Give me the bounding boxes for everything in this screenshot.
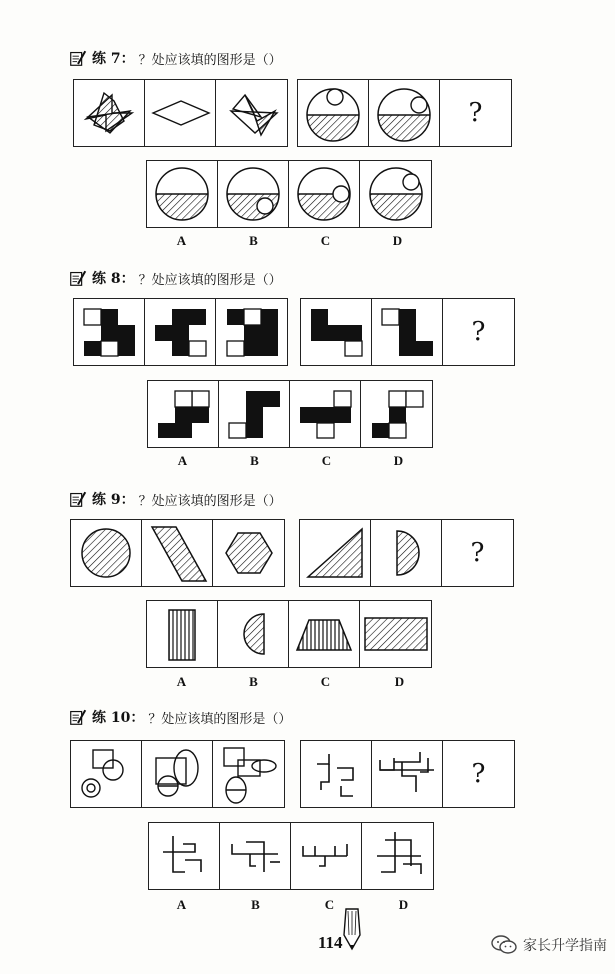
question-mark: ?: [470, 538, 485, 568]
figure: [222, 304, 282, 360]
figure: [367, 386, 427, 442]
figure: [214, 742, 284, 806]
figure-cell: [71, 520, 142, 586]
option-cell-a[interactable]: [147, 601, 218, 667]
ex7-sequence-left: [73, 79, 288, 147]
page-number: 114: [318, 933, 343, 952]
figure: [142, 742, 212, 806]
option-cell-d[interactable]: [360, 161, 431, 227]
exercise-question: ？处应该填的图形是（）: [138, 272, 282, 288]
pencil-note-icon: [68, 707, 88, 727]
ex10-sequence-right: [300, 740, 515, 808]
figure: [363, 824, 433, 888]
pencil-note-icon: [68, 268, 88, 288]
option-label: C: [321, 453, 332, 468]
figure: [218, 162, 288, 226]
option-label: D: [394, 674, 405, 689]
option-label: B: [251, 897, 260, 912]
ex7-sequence-right: [297, 79, 512, 147]
figure: [147, 602, 217, 666]
option-label: B: [250, 453, 259, 468]
ex9-sequence-left: [70, 519, 285, 587]
option-label: D: [398, 897, 409, 912]
figure: [371, 521, 441, 585]
figure: [361, 162, 431, 226]
exercise-7-title: [68, 48, 282, 68]
figure: [220, 824, 290, 888]
figure: [291, 824, 361, 888]
exercise-10-title: [68, 707, 291, 727]
figure-cell: [300, 520, 371, 586]
figure-cell: [71, 741, 142, 807]
exercise-9-title: [68, 489, 282, 509]
option-cell-a[interactable]: [149, 823, 220, 889]
figure-cell: [74, 299, 145, 365]
option-cell-c[interactable]: [289, 161, 360, 227]
option-label: A: [176, 233, 187, 248]
option-label: B: [249, 674, 258, 689]
exercise-label: 练 7：: [92, 51, 135, 67]
question-cell: [443, 741, 514, 807]
question-cell: [440, 80, 511, 146]
figure-cell: [371, 520, 442, 586]
figure: [300, 521, 370, 585]
option-cell-a[interactable]: [147, 161, 218, 227]
option-cell-c[interactable]: [290, 381, 361, 447]
figure: [71, 521, 141, 585]
figure: [74, 81, 144, 145]
option-cell-d[interactable]: [361, 381, 432, 447]
exercise-question: ？处应该填的图形是（）: [138, 493, 282, 509]
figure-cell: [142, 520, 213, 586]
figure: [214, 521, 284, 585]
ex7-options: [146, 160, 432, 228]
figure-cell: [145, 299, 216, 365]
figure: [147, 162, 217, 226]
ex8-sequence-right: [300, 298, 515, 366]
question-cell: [442, 520, 513, 586]
figure: [289, 162, 359, 226]
figure-cell: [216, 299, 287, 365]
figure: [217, 81, 287, 145]
figure: [306, 304, 366, 360]
figure-cell: [142, 741, 213, 807]
figure: [145, 81, 215, 145]
figure: [295, 386, 355, 442]
figure-cell: [213, 741, 284, 807]
figure-cell: [369, 80, 440, 146]
question-mark: ?: [471, 317, 486, 347]
figure: [142, 521, 212, 585]
figure: [298, 81, 368, 145]
figure: [377, 304, 437, 360]
figure: [79, 304, 139, 360]
ex10-sequence-left: [70, 740, 285, 808]
figure: [372, 742, 442, 806]
figure: [361, 602, 431, 666]
figure: [369, 81, 439, 145]
option-cell-b[interactable]: [219, 381, 290, 447]
pencil-note-icon: [68, 48, 88, 68]
figure-cell: [372, 299, 443, 365]
exercise-8-title: [68, 268, 282, 288]
option-cell-b[interactable]: [220, 823, 291, 889]
option-label: A: [176, 674, 187, 689]
option-cell-b[interactable]: [218, 161, 289, 227]
ex8-sequence-left: [73, 298, 288, 366]
option-cell-a[interactable]: [148, 381, 219, 447]
figure-cell: [74, 80, 145, 146]
exercise-label: 练 8：: [92, 271, 135, 287]
question-mark: ?: [471, 759, 486, 789]
option-cell-c[interactable]: [289, 601, 360, 667]
figure-cell: [213, 520, 284, 586]
figure: [149, 824, 219, 888]
figure: [150, 304, 210, 360]
exercise-question: ？处应该填的图形是（）: [148, 711, 292, 727]
option-label: C: [320, 233, 331, 248]
ex8-options: [147, 380, 433, 448]
question-mark: ?: [468, 98, 483, 128]
option-label: A: [176, 897, 187, 912]
option-cell-c[interactable]: [291, 823, 362, 889]
question-cell: [443, 299, 514, 365]
option-label: C: [320, 674, 331, 689]
option-label: D: [393, 453, 404, 468]
option-label: D: [392, 233, 403, 248]
ex9-options: [146, 600, 432, 668]
exercise-label: 练 10：: [92, 710, 145, 726]
pencil-note-icon: [68, 489, 88, 509]
figure-cell: [145, 80, 216, 146]
exercise-label: 练 9：: [92, 492, 135, 508]
option-cell-b[interactable]: [218, 601, 289, 667]
option-label: B: [249, 233, 258, 248]
figure-cell: [301, 299, 372, 365]
option-cell-d[interactable]: [362, 823, 433, 889]
ex9-sequence-right: [299, 519, 514, 587]
watermark-text: 家长升学指南: [523, 938, 607, 954]
option-label: A: [177, 453, 188, 468]
option-label: C: [324, 897, 335, 912]
figure: [153, 386, 213, 442]
figure-cell: [216, 80, 287, 146]
figure: [289, 602, 359, 666]
figure: [218, 602, 288, 666]
wechat-icon: [491, 934, 517, 956]
figure-cell: [298, 80, 369, 146]
figure: [224, 386, 284, 442]
ex10-options: [148, 822, 434, 890]
figure-cell: [372, 741, 443, 807]
figure: [301, 742, 371, 806]
figure-cell: [301, 741, 372, 807]
option-cell-d[interactable]: [360, 601, 431, 667]
figure: [71, 742, 141, 806]
exercise-question: ？处应该填的图形是（）: [138, 52, 282, 68]
watermark: [491, 934, 607, 956]
